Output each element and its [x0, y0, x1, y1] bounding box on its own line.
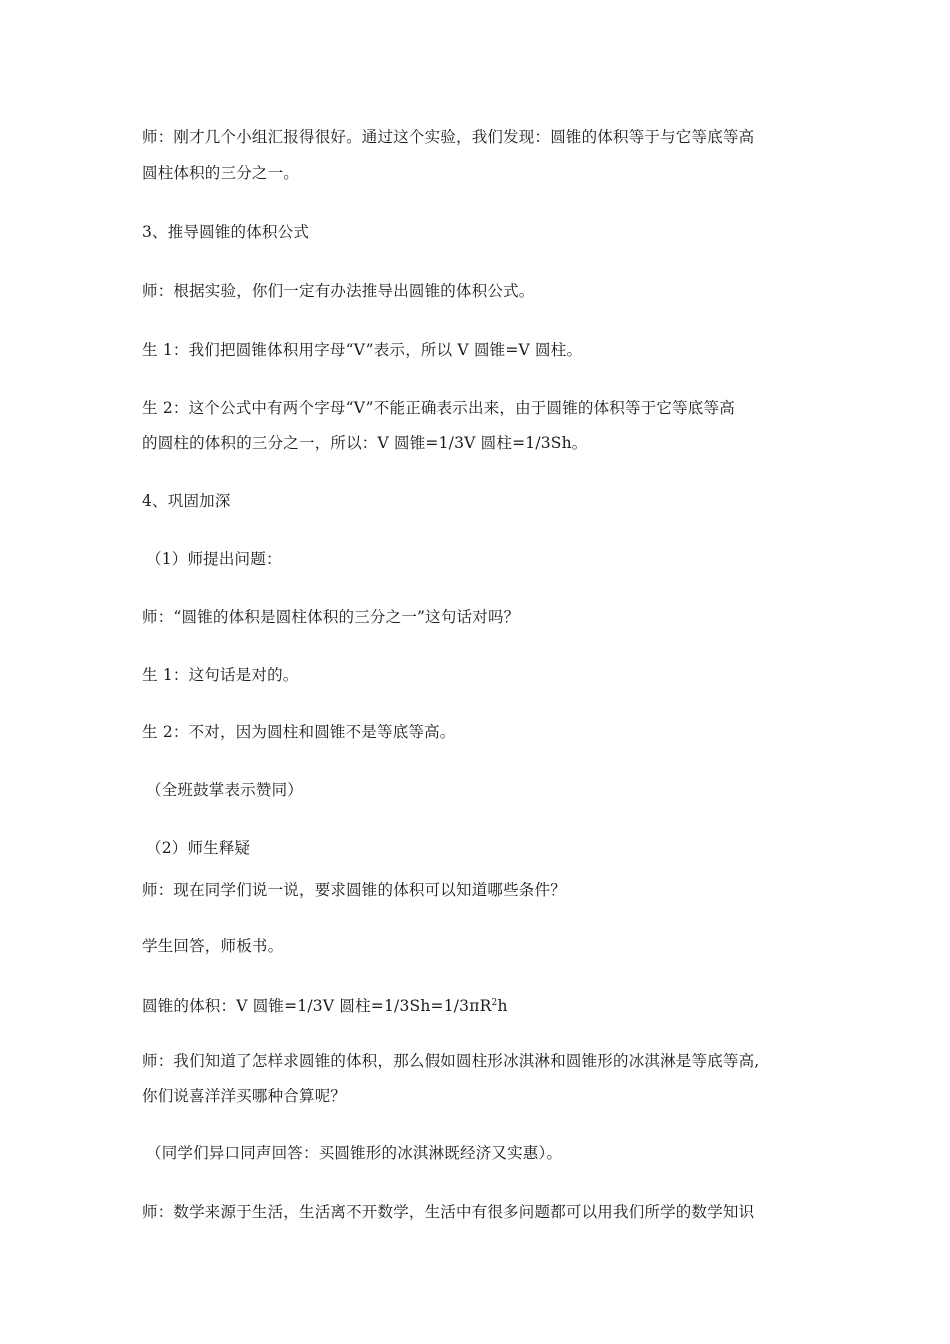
subsection-1: （1）师提出问题：: [146, 550, 282, 568]
paragraph-class-answer: （同学们异口同声回答：买圆锥形的冰淇淋既经济又实惠）。: [146, 1144, 563, 1162]
paragraph-teacher-icecream: 师：我们知道了怎样求圆锥的体积，那么假如圆柱形冰淇淋和圆锥形的冰淇淋是等底等高,: [142, 1052, 760, 1070]
paragraph-student-2-cont: 的圆柱的体积的三分之一，所以：V 圆锥=1/3V 圆柱=1/3Sh。: [142, 434, 588, 452]
paragraph-teacher-icecream-cont: 你们说喜洋洋买哪种合算呢？: [142, 1087, 347, 1105]
paragraph-student-2-answer: 生 2：不对，因为圆柱和圆锥不是等底等高。: [142, 723, 456, 741]
section-heading-4: 4、巩固加深: [142, 492, 231, 510]
formula-superscript: 2: [491, 998, 498, 1008]
paragraph-teacher-question: 师：“圆锥的体积是圆柱体积的三分之一”这句话对吗？: [142, 608, 520, 626]
paragraph-student-1-answer: 生 1：这句话是对的。: [142, 666, 299, 684]
paragraph-formula: [142, 993, 508, 1016]
paragraph-board-writing: 学生回答，师板书。: [142, 937, 284, 955]
paragraph-teacher-closing: 师：数学来源于生活，生活离不开数学，生活中有很多问题都可以用我们所学的数学知识: [142, 1203, 755, 1221]
formula-tail: h: [497, 997, 508, 1016]
section-heading-3: 3、推导圆锥的体积公式: [142, 223, 310, 241]
paragraph-teacher-conditions: 师：现在同学们说一说，要求圆锥的体积可以知道哪些条件？: [142, 881, 566, 899]
paragraph-teacher-summary-cont: 圆柱体积的三分之一。: [142, 164, 300, 182]
paragraph-teacher-summary: 师：刚才几个小组汇报得很好。通过这个实验，我们发现：圆锥的体积等于与它等底等高: [142, 128, 755, 146]
paragraph-student-1: 生 1：我们把圆锥体积用字母“V”表示，所以 V 圆锥=V 圆柱。: [142, 341, 583, 359]
paragraph-student-2: 生 2：这个公式中有两个字母“V”不能正确表示出来，由于圆锥的体积等于它等底等高: [142, 399, 735, 417]
paragraph-teacher-prompt: 师：根据实验，你们一定有办法推导出圆锥的体积公式。: [142, 282, 535, 300]
formula-text: 圆锥的体积：V 圆锥=1/3V 圆柱=1/3Sh=1/3πR: [142, 997, 492, 1016]
paragraph-class-reaction: （全班鼓掌表示赞同）: [146, 781, 304, 799]
subsection-2: （2）师生释疑: [146, 839, 251, 857]
